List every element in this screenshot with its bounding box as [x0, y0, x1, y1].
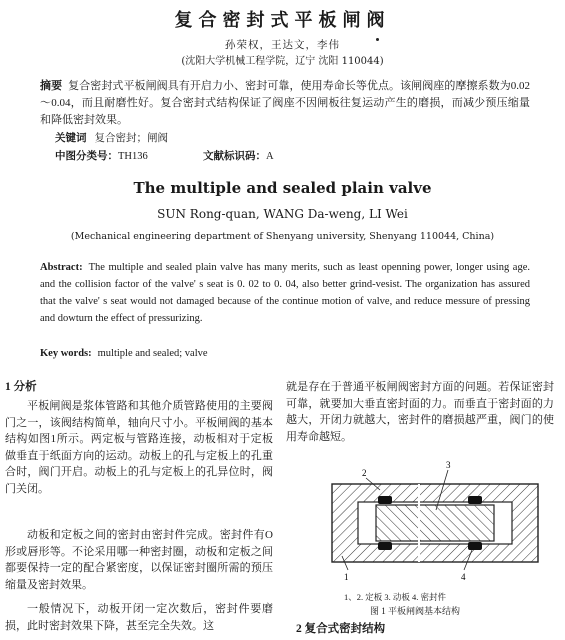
chinese-abstract — [40, 78, 530, 129]
section-1-paragraph-2: 动板和定板之间的密封由密封件完成。密封件有O形或唇形等。不论采用哪一种密封圈，动板和定板之间都要保持一定的配合紧密度，以保证密封圈所需的预压缩量及密封效果。 — [5, 529, 273, 591]
document-code-value: A — [266, 151, 274, 162]
section-1-paragraph-4: 就是存在于普通平板闸阀密封方面的问题。若保证密封可靠，就要加大垂直密封面的力。而垂直于密封面的力越大，开闭力就越大，密封件的磨损越严重，阀门的使用寿命越短。 — [286, 381, 554, 443]
english-abstract-label: Abstract: — [40, 262, 83, 273]
english-title: The multiple and sealed plain valve — [133, 179, 432, 197]
stray-dot — [376, 38, 379, 41]
figure-label-1: 1 — [344, 572, 349, 582]
english-keywords-label: Key words: — [40, 348, 92, 359]
chinese-keywords-label: 关键词 — [55, 133, 87, 144]
english-abstract — [40, 259, 530, 327]
section-1-heading: 1 分析 — [5, 381, 37, 393]
chinese-abstract-text: 复合密封式平板闸阀具有开启力小、密封可靠，使用寿命长等优点。该闸阀座的摩擦系数为0.02～0.04，而且耐磨性好。复合密封式结构保证了阀座不因闸板往复运动产生的磨损，而减少预压缩量和降低密封效果。 — [40, 80, 531, 126]
figure-parts-legend: 1、2. 定板 3. 动板 4. 密封件 — [344, 592, 447, 602]
figure-label-2: 2 — [362, 468, 367, 478]
seal-top-right — [468, 496, 482, 504]
bore-gap — [418, 484, 420, 562]
document-code — [203, 149, 274, 166]
chinese-authors: 孙荣权，王达文，李伟 — [225, 39, 340, 51]
chinese-abstract-label: 摘要 — [40, 80, 63, 92]
chinese-keywords — [55, 131, 168, 148]
classification-number — [55, 149, 148, 166]
section-1-paragraph-1: 平板闸阀是浆体管路和其他介质管路使用的主要阀门之一，该阀结构简单，轴向尺寸小。平板闸阀的基本结构如图1所示。两定板与管路连接，动板相对于定板做垂直于纸面方向的运动。动板上的孔与定板上的孔重合时，阀门开启。动板上的孔与定板上的孔异位时，阀门关闭。 — [5, 400, 273, 495]
chinese-affiliation: (沈阳大学机械工程学院，辽宁 沈阳 110044) — [181, 56, 384, 67]
figure-label-3: 3 — [446, 460, 451, 470]
moving-plate — [376, 505, 494, 541]
section-1-paragraph-3: 一般情况下，动板开闭一定次数后，密封件要磨损，此时密封效果下降，甚至完全失效。这 — [5, 603, 273, 632]
classification-label: 中图分类号： — [55, 151, 118, 162]
figure-caption: 图 1 平板闸阀基本结构 — [370, 606, 461, 616]
document-code-label: 文献标识码： — [203, 151, 266, 162]
english-abstract-text: The multiple and sealed plain valve has many merits, such as least openning power, longer using age. and the collision factor of the valve' s seat is 0. 02 to 0. 04, also better grind-vesist. The organization has assured that the valve' s seat would not damaged because of the continue motion of valve, and reduce messure of pressing and dowturn the effect of pressurizing. — [40, 262, 530, 324]
english-authors: SUN Rong-quan, WANG Da-weng, LI Wei — [157, 207, 408, 221]
classification-value: TH136 — [118, 151, 148, 162]
english-keywords — [40, 346, 208, 363]
section-2-heading: 2 复合式密封结构 — [296, 623, 386, 635]
chinese-title: 复合密封式平板闸阀 — [174, 10, 391, 31]
english-affiliation: (Mechanical engineering department of Shenyang university, Shenyang 110044, China) — [70, 231, 495, 242]
seal-bottom-left — [378, 542, 392, 550]
english-keywords-text: multiple and sealed; valve — [97, 348, 208, 359]
valve-structure-figure — [318, 458, 550, 588]
chinese-keywords-text: 复合密封；闸阀 — [94, 133, 168, 144]
figure-label-4: 4 — [461, 572, 466, 582]
seal-top-left — [378, 496, 392, 504]
seal-bottom-right — [468, 542, 482, 550]
